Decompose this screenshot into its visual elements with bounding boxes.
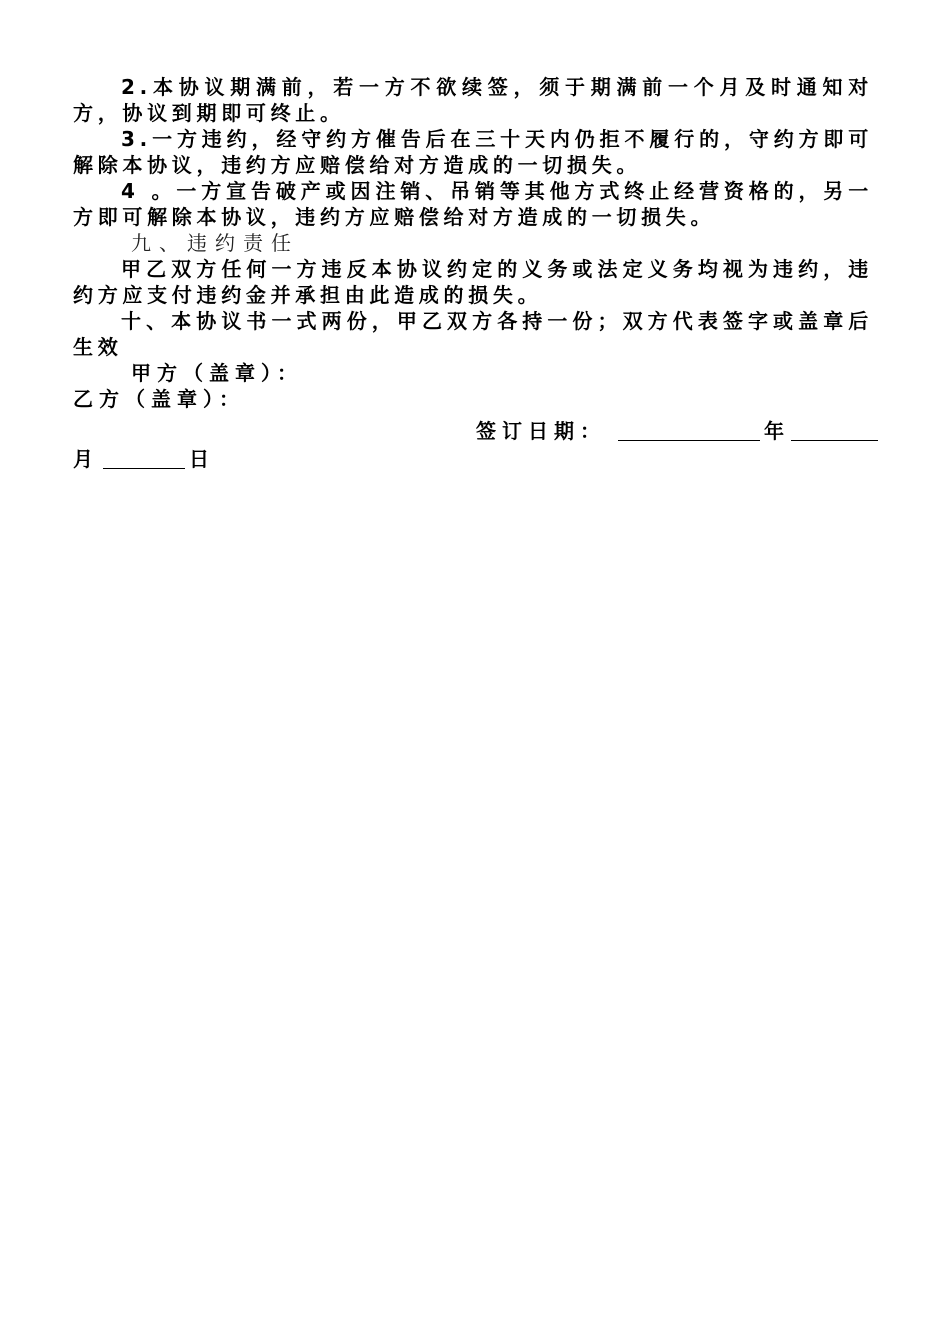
month-blank[interactable] — [791, 418, 878, 441]
signing-date-label: 签订日期： — [476, 419, 606, 443]
section-10-body: 十、本协议书一式两份，甲乙双方各持一份；双方代表签字或盖章后生效 — [73, 309, 873, 359]
year-blank[interactable] — [618, 418, 760, 441]
day-label: 日 — [189, 447, 209, 471]
year-label: 年 — [764, 419, 784, 443]
signing-date-row-2 — [73, 446, 873, 472]
month-label: 月 — [73, 447, 93, 471]
signing-date-row — [73, 418, 873, 444]
clause-8-3: 3.一方违约，经守约方催告后在三十天内仍拒不履行的，守约方即可解除本协议，违约方应赔偿给对方造成的一切损失。 — [73, 127, 873, 177]
document-body — [73, 74, 873, 472]
party-a-signature: 甲方（盖章）： — [131, 361, 303, 385]
clause-8-2: 2.本协议期满前，若一方不欲续签，须于期满前一个月及时通知对方，协议到期即可终止。 — [73, 75, 873, 125]
section-9-heading: 九、违约责任 — [131, 231, 299, 255]
party-b-signature: 乙方（盖章）： — [73, 387, 245, 411]
day-blank[interactable] — [103, 446, 185, 469]
section-9-body: 甲乙双方任何一方违反本协议约定的义务或法定义务均视为违约，违约方应支付违约金并承担由此造成的损失。 — [73, 257, 873, 307]
clause-8-4: 4 。一方宣告破产或因注销、吊销等其他方式终止经营资格的，另一方即可解除本协议，违约方应赔偿给对方造成的一切损失。 — [73, 179, 873, 229]
